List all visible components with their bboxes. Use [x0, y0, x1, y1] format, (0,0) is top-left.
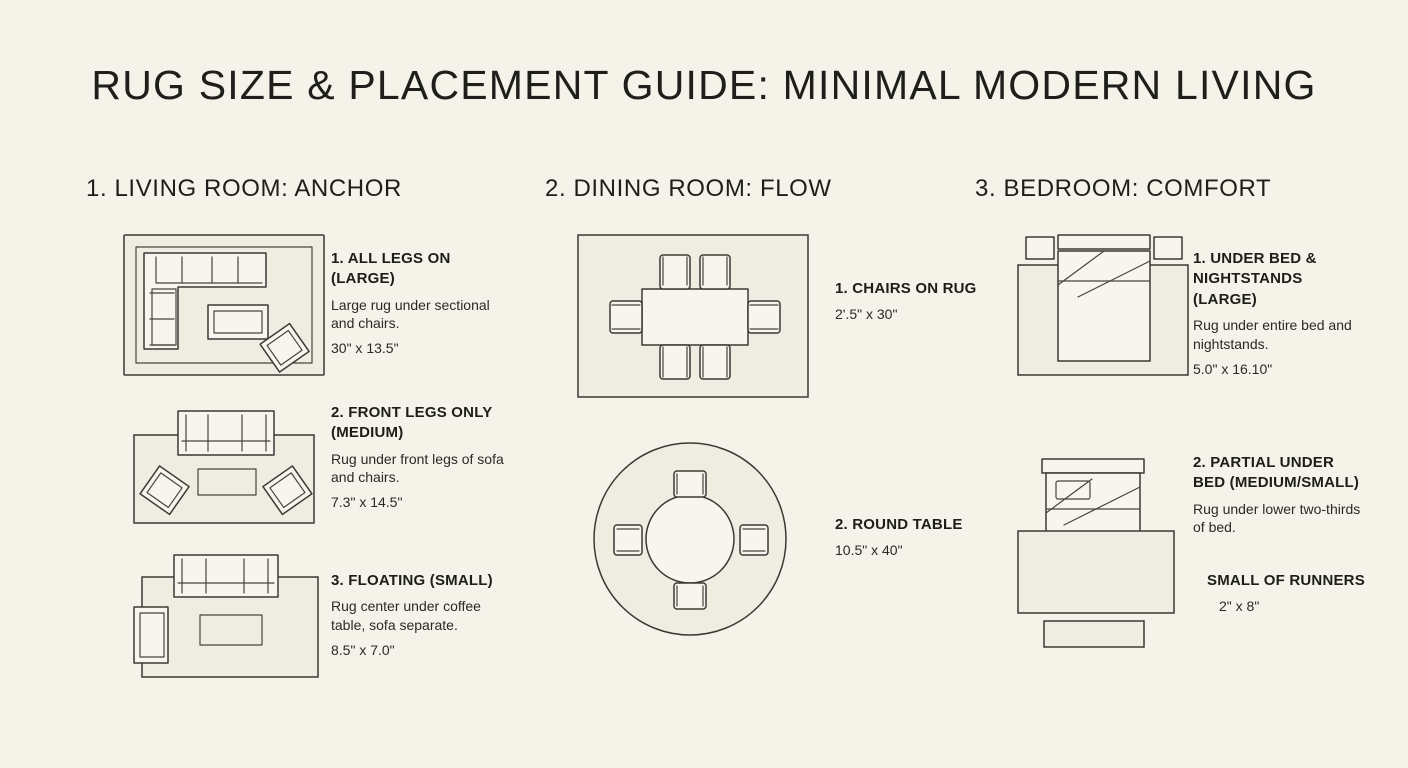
page-title: RUG SIZE & PLACEMENT GUIDE: MINIMAL MODERN LIVING — [91, 62, 1317, 108]
column-heading-living-room: 1. LIVING ROOM: ANCHOR — [86, 175, 402, 202]
diagram-all-legs-on — [116, 227, 336, 387]
option-dimensions: 8.5" x 7.0" — [331, 642, 395, 659]
option-heading: 1. ALL LEGS ON (LARGE) — [331, 250, 451, 288]
living-room-option-3 — [86, 547, 506, 697]
column-dining-room — [545, 175, 977, 559]
option-dimensions: 5.0" x 16.10" — [1193, 360, 1273, 377]
living-room-option-2 — [86, 403, 506, 543]
option-heading: 2. ROUND TABLE — [835, 516, 963, 533]
option-dimensions: 30" x 13.5" — [331, 340, 399, 357]
bedroom-option-1 — [975, 227, 1405, 407]
bedroom-option-2 — [975, 453, 1405, 673]
option-description: Rug under lower two-thirds of bed. — [1193, 500, 1361, 536]
option-heading: 1. UNDER BED & NIGHTSTANDS (LARGE) — [1193, 250, 1317, 308]
option-heading: 1. CHAIRS ON RUG — [835, 280, 977, 297]
living-room-option-1-text — [331, 249, 506, 358]
option-description: Rug under front legs of sofa and chairs. — [331, 450, 504, 486]
dining-room-option-1-text — [835, 279, 985, 324]
option-dimensions: 2" x 8" — [1219, 598, 1260, 615]
dining-room-option-2 — [545, 437, 965, 647]
dining-room-option-2-text — [835, 515, 985, 560]
option-dimensions: 7.3" x 14.5" — [331, 494, 403, 511]
option-description: Rug under entire bed and nightstands. — [1193, 316, 1352, 352]
option-heading: SMALL OF RUNNERS — [1207, 572, 1365, 589]
option-description: Rug center under coffee table, sofa separate. — [331, 598, 481, 634]
living-room-option-3-text — [331, 571, 511, 660]
diagram-floating — [116, 547, 336, 692]
option-dimensions: 2'.5" x 30" — [835, 306, 898, 323]
living-room-option-2-text — [331, 403, 511, 512]
column-living-room — [86, 175, 506, 659]
living-room-option-1 — [86, 227, 506, 397]
diagram-chairs-on-rug — [570, 227, 820, 407]
option-heading: 2. PARTIAL UNDER BED (MEDIUM/SMALL) — [1193, 454, 1360, 492]
diagram-round-table — [570, 437, 820, 642]
diagram-under-bed-nightstands — [1000, 227, 1200, 397]
option-heading: 3. FLOATING (SMALL) — [331, 572, 493, 589]
bedroom-option-2-text — [1193, 453, 1368, 543]
column-heading-dining-room: 2. DINING ROOM: FLOW — [545, 175, 832, 202]
dining-room-option-1 — [545, 227, 977, 417]
diagram-front-legs-only — [116, 403, 336, 533]
diagram-partial-under-bed — [1000, 453, 1200, 653]
bedroom-option-1-text — [1193, 249, 1368, 378]
option-heading: 2. FRONT LEGS ONLY (MEDIUM) — [331, 404, 493, 442]
option-dimensions: 10.5" x 40" — [835, 542, 903, 559]
option-description: Large rug under sectional and chairs. — [331, 296, 490, 332]
bedroom-runner-text — [1207, 571, 1382, 616]
column-heading-bedroom: 3. BEDROOM: COMFORT — [975, 175, 1272, 202]
column-bedroom — [975, 175, 1395, 615]
